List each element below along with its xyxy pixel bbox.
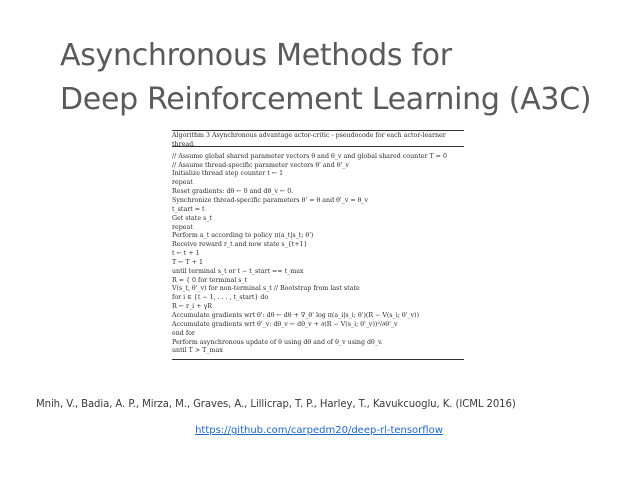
algorithm-line: Algorithm 3 Asynchronous advantage actor-critic - pseudocode for each actor-learner	[172, 132, 446, 139]
algorithm-line: Synchronize thread-specific parameters θ' = θ and θ'_v = θ_v	[172, 196, 369, 204]
repo-link[interactable]: https://github.com/carpedm20/deep-rl-tensorflow	[195, 425, 443, 436]
algorithm-line: Receive reward r_t and new state s_{t+1}	[172, 241, 308, 249]
algorithm-top-rule	[172, 130, 464, 131]
algorithm-line: for i ∈ {t − 1, . . . , t_start} do	[172, 294, 269, 302]
algorithm-line: R ← r_i + γR	[172, 303, 212, 311]
algorithm-line: Accumulate gradients wrt θ'_v: dθ_v ← dθ_v + ∂(R − V(s_i; θ'_v))²/∂θ'_v	[172, 320, 398, 328]
algorithm-line: Perform a_t according to policy π(a_t|s_t; θ')	[172, 232, 314, 240]
algorithm-line: Initialize thread step counter t ← 1	[172, 170, 284, 178]
algorithm-line: until T > T_max	[172, 347, 223, 355]
algorithm-line: // Assume thread-specific parameter vectors θ' and θ'_v	[172, 161, 349, 169]
algorithm-line: thread.	[172, 140, 196, 148]
algorithm-line: until terminal s_t or t − t_start == t_max	[172, 267, 304, 275]
algorithm-bottom-rule	[172, 359, 464, 360]
algorithm-line: end for	[172, 329, 195, 337]
algorithm-line: T ← T + 1	[172, 258, 203, 266]
algorithm-line: repeat	[172, 223, 193, 231]
algorithm-line: R = { 0 for terminal s_t	[172, 276, 248, 284]
algorithm-caption-rule	[172, 146, 464, 147]
slide-title-line-1: Asynchronous Methods for	[60, 38, 452, 73]
citation: Mnih, V., Badia, A. P., Mirza, M., Graves, A., Lillicrap, T. P., Harley, T., Kavukcuoglu, K. (ICML 2016)	[36, 398, 516, 410]
algorithm-line: Reset gradients: dθ ← 0 and dθ_v ← 0.	[172, 188, 294, 196]
algorithm-line: repeat	[172, 179, 193, 187]
algorithm-line: Perform asynchronous update of θ using dθ and of θ_v using dθ_v.	[172, 338, 383, 346]
algorithm-line: Accumulate gradients wrt θ': dθ ← dθ + ∇_θ' log π(a_i|s_i; θ')(R − V(s_i; θ'_v))	[172, 312, 420, 319]
algorithm-line: // Assume global shared parameter vectors θ and θ_v and global shared counter T = 0	[172, 152, 447, 160]
algorithm-line: V(s_t, θ'_v) for non-terminal s_t // Bootstrap from last state	[172, 285, 360, 293]
algorithm-line: t_start = t	[172, 205, 205, 213]
algorithm-line: Get state s_t	[172, 214, 212, 222]
slide-title	[60, 34, 620, 122]
algorithm-line: t ← t + 1	[172, 250, 200, 258]
algorithm-figure	[172, 128, 464, 362]
slide-title-line-2: Deep Reinforcement Learning (A3C)	[60, 82, 592, 117]
